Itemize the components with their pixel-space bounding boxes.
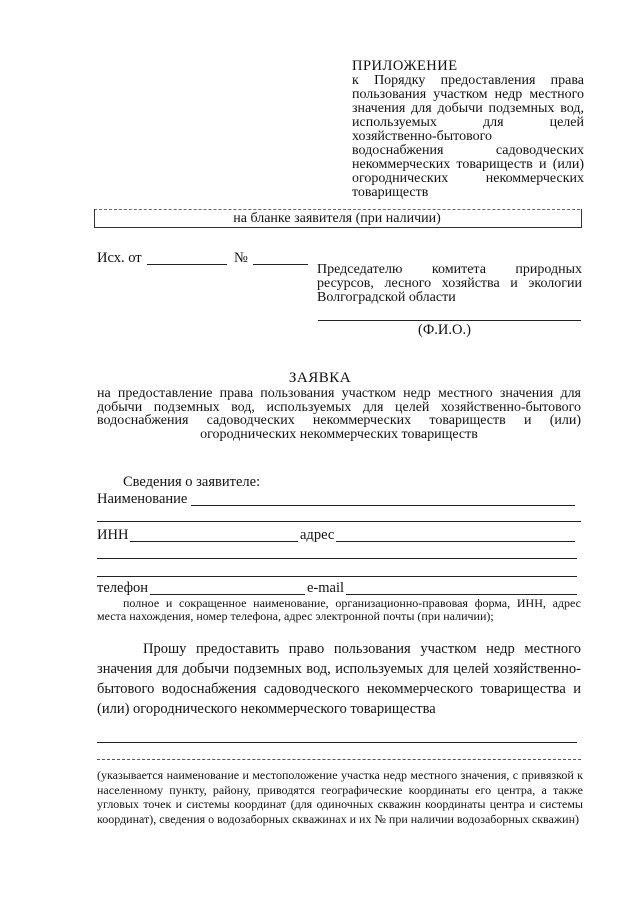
request-text: Прошу предоставить право пользования участком недр местного значения для добычи подземных вод, используемых для целей хозяйственно-бытового водоснабжения садоводческого некоммерческого товарищества и (или) огороднического некоммерческого товарищества xyxy=(97,641,581,717)
applicant-hint: полное и сокращенное наименование, организационно-правовая форма, ИНН, адрес места нахождения, номер телефона, адрес электронной почты (при наличии); xyxy=(97,596,581,623)
name-field-line-2[interactable] xyxy=(97,521,581,522)
request-field-line-2[interactable] xyxy=(97,759,581,760)
name-field[interactable] xyxy=(191,505,575,506)
address-field-line-2[interactable] xyxy=(97,558,577,559)
email-field[interactable] xyxy=(346,594,577,595)
recipient-text: Председателю комитета природных ресурсов, лесного хозяйства и экологии Волгоградской области xyxy=(317,262,582,305)
outgoing-number-field[interactable] xyxy=(253,264,308,265)
address-label: адрес xyxy=(300,527,335,543)
application-subtitle: на предоставление права пользования участком недр местного значения для добычи подземных вод, используемых для целей хозяйственно-бытового водоснабжения садоводческих некоммерческих товариществ и (или) огороднических некоммерческих товариществ xyxy=(97,386,581,442)
outgoing-from-label: Исх. от xyxy=(97,250,142,266)
recipient-fio-field[interactable] xyxy=(318,320,581,321)
phone-label: телефон xyxy=(97,580,149,596)
applicant-heading: Сведения о заявителе: xyxy=(123,474,261,490)
outgoing-number-label: № xyxy=(234,250,248,266)
appendix-title: ПРИЛОЖЕНИЕ xyxy=(352,58,458,74)
fio-label: (Ф.И.О.) xyxy=(418,322,471,338)
letterhead-label: на бланке заявителя (при наличии) xyxy=(233,211,441,226)
address-field[interactable] xyxy=(336,541,575,542)
name-label: Наименование xyxy=(97,491,188,507)
site-note: (указывается наименование и местоположение участка недр местного значения, с привязкой к населенному пункту, району, приводятся географические координаты его центра, а также угловых точек и системы координат (для одиночных скважин координаты центра и системы координат), сведения о водозаборных скважинах и их № при наличии водозаборных скважин) xyxy=(97,768,583,826)
outgoing-date-field[interactable] xyxy=(147,264,227,265)
inn-label: ИНН xyxy=(97,527,129,543)
request-field-line-1[interactable] xyxy=(97,742,577,743)
application-title: ЗАЯВКА xyxy=(288,370,352,386)
email-label: e-mail xyxy=(307,580,345,596)
address-field-line-3[interactable] xyxy=(97,576,577,577)
inn-field[interactable] xyxy=(130,541,298,542)
phone-field[interactable] xyxy=(150,594,305,595)
appendix-text: к Порядку предоставления права пользования участком недр местного значения для добычи подземных вод, используемых для целей хозяйственно-бытового водоснабжения садоводческих некоммерческих товариществ и (или) огороднических некоммерческих товариществ xyxy=(352,73,584,200)
